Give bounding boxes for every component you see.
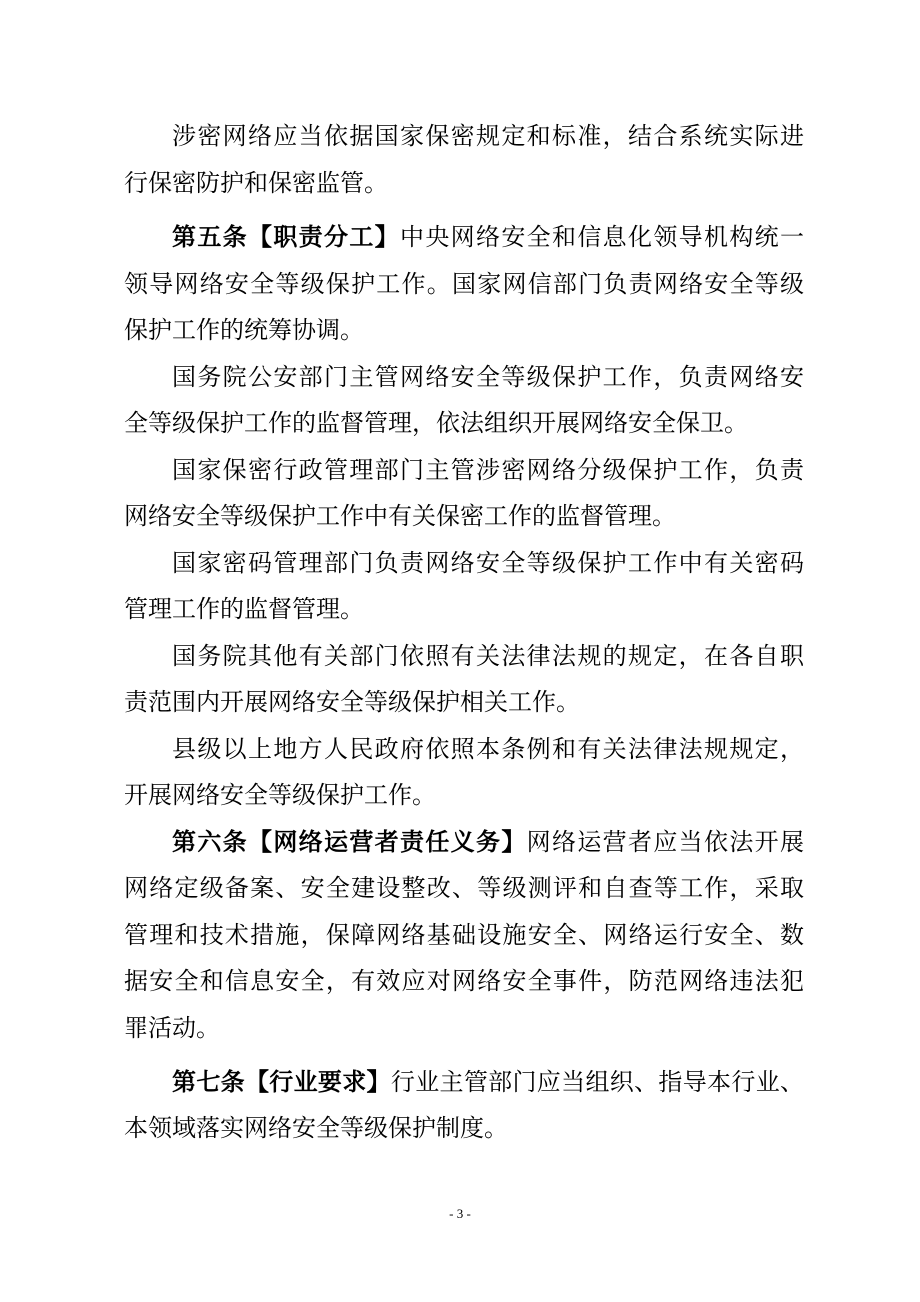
article-6-text: 网络运营者应当依法开展 [526, 828, 805, 856]
article-7-heading: 第七条【行业要求】 [172, 1068, 391, 1096]
text-line: 涉密网络应当依据国家保密规定和标准，结合系统实际进 [172, 122, 804, 150]
text-line: 领导网络安全等级保护工作。国家网信部门负责网络安全等级 [124, 270, 804, 298]
article-5-line [172, 222, 804, 252]
text-line: 据安全和信息安全，有效应对网络安全事件，防范网络违法犯 [124, 967, 804, 995]
article-5-heading: 第五条【职责分工】 [172, 223, 400, 251]
article-7-text: 行业主管部门应当组织、指导本行业、 [390, 1068, 805, 1096]
page-number: - 3 - [449, 1206, 471, 1221]
article-6-heading: 第六条【网络运营者责任义务】 [172, 828, 527, 856]
text-line: 县级以上地方人民政府依照本条例和有关法律法规规定， [172, 735, 804, 763]
text-line: 网络安全等级保护工作中有关保密工作的监督管理。 [124, 502, 676, 530]
text-line: 网络定级备案、安全建设整改、等级测评和自查等工作，采取 [124, 874, 804, 902]
text-line: 本领域落实网络安全等级保护制度。 [124, 1114, 508, 1142]
text-line: 全等级保护工作的监督管理，依法组织开展网络安全保卫。 [124, 409, 748, 437]
text-line: 国务院公安部门主管网络安全等级保护工作，负责网络安 [172, 363, 804, 391]
text-line: 行保密防护和保密监管。 [124, 169, 388, 197]
text-line: 国家保密行政管理部门主管涉密网络分级保护工作，负责 [172, 456, 804, 484]
text-line: 罪活动。 [124, 1014, 220, 1042]
text-line: 责范围内开展网络安全等级保护相关工作。 [124, 688, 580, 716]
text-line: 管理工作的监督管理。 [124, 595, 364, 623]
text-line: 保护工作的统筹协调。 [124, 316, 364, 344]
article-7-line [172, 1067, 804, 1097]
text-line: 开展网络安全等级保护工作。 [124, 781, 436, 809]
text-line: 国务院其他有关部门依照有关法律法规的规定，在各自职 [172, 642, 804, 670]
text-line: 管理和技术措施，保障网络基础设施安全、网络运行安全、数 [124, 921, 804, 949]
text-line: 国家密码管理部门负责网络安全等级保护工作中有关密码 [172, 549, 804, 577]
article-6-line [172, 827, 804, 857]
article-5-text: 中央网络安全和信息化领导机构统一 [400, 223, 804, 251]
